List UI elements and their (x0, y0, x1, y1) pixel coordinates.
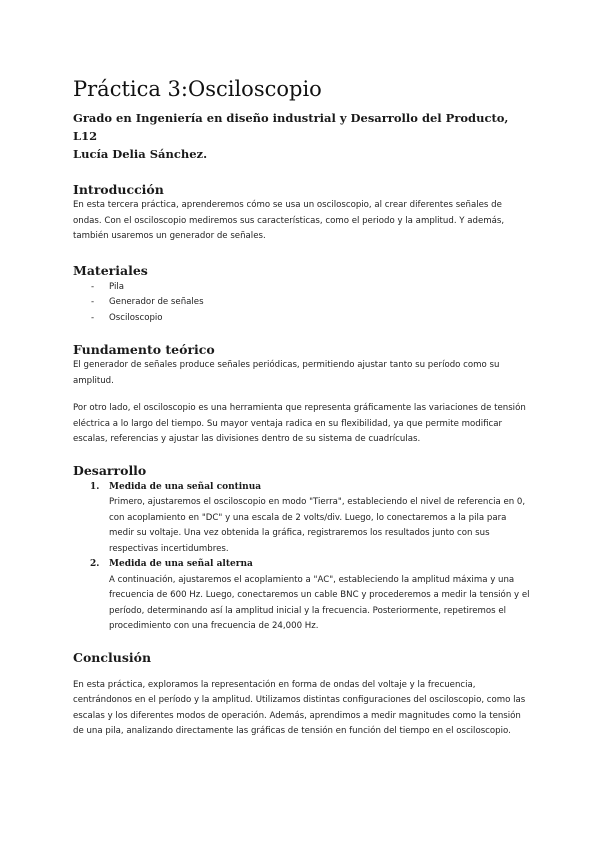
list-item-label: Generador de señales (109, 297, 204, 307)
list-item (73, 280, 533, 296)
theory-paragraph-1: El generador de señales produce señales periódicas, permitiendo ajustar tanto su período como su amplitud. (73, 360, 500, 386)
introduction-section (73, 182, 533, 245)
step-item (73, 557, 533, 635)
list-item-label: Osciloscopio (109, 312, 163, 323)
step-number: 1. (90, 481, 100, 492)
conclusion-section (73, 650, 533, 740)
conclusion-text: En esta práctica, exploramos la representación en forma de ondas del voltaje y la frecuencia, centrándonos en el período y la amplitud. Utilizamos distintas configuraciones del osciloscopio, como las escalas y los diferentes modos de operación. Además, aprendimos a medir magnitudes como la tensión de una pila, analizando directamente las gráficas de tensión en función del tiempo en el osciloscopio. (73, 679, 526, 736)
paragraph-gap (73, 389, 533, 401)
list-item (73, 311, 533, 327)
development-heading: Desarrollo (73, 462, 147, 478)
course-line: Grado en Ingeniería en diseño industrial y Desarrollo del Producto, L12 (73, 111, 509, 143)
heading-gap (73, 666, 533, 678)
introduction-text: En esta tercera práctica, aprenderemos cómo se usa un osciloscopio, al crear diferentes señales de ondas. Con el osciloscopio mediremos sus características, como el periodo y la amplitud. Y además, también usaremos un generador de señales. (73, 200, 505, 241)
step-text: Primero, ajustaremos el osciloscopio en modo "Tierra", estableciendo el nivel de referencia en 0, con acoplamiento en "DC" y una escala de 2 volts/div. Luego, lo conectaremos a la pila para medir su voltaje. Una vez obtenida la gráfica, registraremos los resultados junto con sus respectivas incertidumbres. (109, 497, 526, 554)
step-title: Medida de una señal continua (109, 481, 262, 492)
step-title: Medida de una señal alterna (109, 559, 253, 569)
materials-section (73, 263, 533, 327)
document-title: Práctica 3:Osciloscopio (73, 77, 322, 101)
materials-list (73, 280, 533, 327)
dash-bullet-icon: - (91, 312, 95, 323)
conclusion-heading: Conclusión (73, 649, 152, 665)
development-steps (73, 480, 533, 635)
list-item-label: Pila (109, 281, 125, 292)
theory-heading: Fundamento teórico (73, 342, 215, 357)
step-text: A continuación, ajustaremos el acoplamiento a "AC", estableciendo la amplitud máxima y una frecuencia de 600 Hz. Luego, conectaremos un cable BNC y procederemos a medir la tensión y el período, determinando así la amplitud inicial y la frecuencia. Posteriormente, repetiremos el procedimiento con una frecuencia de 24,000 Hz. (109, 574, 530, 631)
dash-bullet-icon: - (91, 297, 95, 307)
step-item (73, 480, 533, 558)
dash-bullet-icon: - (91, 281, 95, 292)
materials-heading: Materiales (73, 262, 148, 278)
introduction-heading: Introducción (73, 182, 164, 197)
list-item (73, 295, 533, 311)
theory-paragraph-2: Por otro lado, el osciloscopio es una herramienta que representa gráficamente las variaciones de tensión eléctrica a lo largo del tiempo. Su mayor ventaja radica en su flexibilidad, ya que permite modificar escalas, referencias y ajustar las divisiones dentro de su sistema de cuadrículas. (73, 403, 526, 444)
step-number: 2. (90, 559, 100, 569)
document-content (73, 76, 533, 740)
theory-section (73, 342, 533, 448)
development-section (73, 463, 533, 635)
author-line: Lucía Delia Sánchez. (73, 147, 208, 161)
